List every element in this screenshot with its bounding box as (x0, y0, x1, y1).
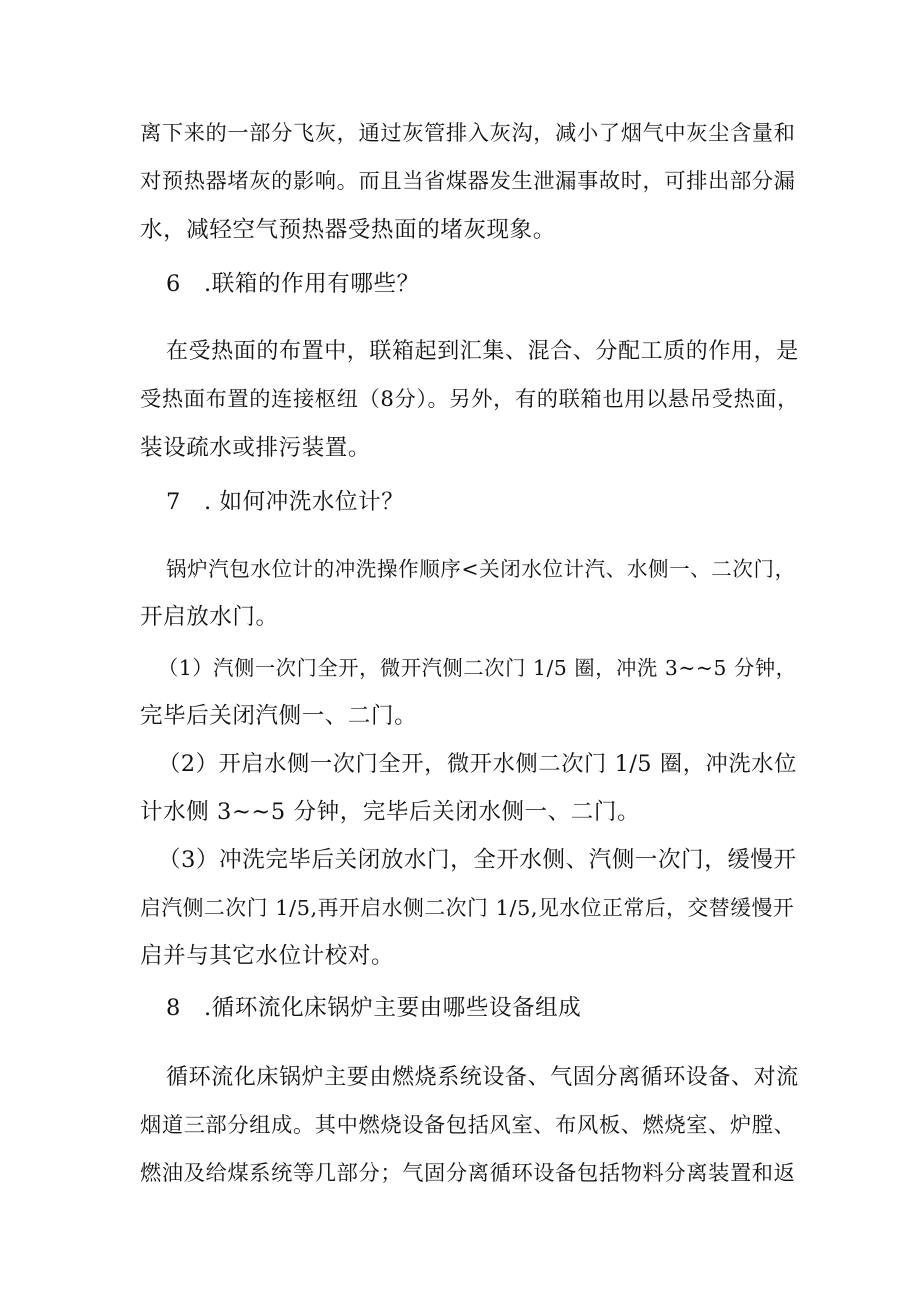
step-line: 完毕后关闭汽侧一、二门。 (140, 703, 418, 729)
body-line: 装设疏水或排污装置。 (140, 435, 372, 461)
body-line: 受热面布置的连接枢纽（8分）。另外，有的联箱也用以悬吊受热面， (140, 387, 799, 412)
body-line: 水，减轻空气预热器受热面的堵灰现象。 (140, 217, 556, 243)
body-line: 在受热面的布置中，联箱起到汇集、混合、分配工质的作用，是 (166, 339, 799, 364)
body-line: 对预热器堵灰的影响。而且当省煤器发生泄漏事故时，可排出部分漏 (140, 169, 796, 194)
body-line: 燃油及给煤系统等几部分；气固分离循环设备包括物料分离装置和返 (140, 1161, 796, 1186)
step-line: （3）冲洗完毕后关闭放水门，全开水侧、汽侧一次门，缓慢开 (158, 847, 797, 873)
body-line: 循环流化床锅炉主要由燃烧系统设备、气固分离循环设备、对流 (166, 1065, 799, 1090)
step-line: （2）开启水侧一次门全开，微开水侧二次门 1/5 圈，冲洗水位 (158, 751, 797, 777)
step-line: 启汽侧二次门 1/5,再开启水侧二次门 1/5,见水位正常后，交替缓慢开 (140, 896, 795, 920)
step-line: 计水侧 3~~5 分钟，完毕后关闭水侧一、二门。 (140, 799, 641, 825)
question-heading: 6 .联箱的作用有哪些？ (166, 271, 420, 297)
question-heading: 7 . 如何冲洗水位计？ (166, 489, 405, 515)
body-line: 离下来的一部分飞灰，通过灰管排入灰沟，减小了烟气中灰尘含量和 (140, 121, 796, 146)
body-line: 锅炉汽包水位计的冲洗操作顺序<关闭水位计汽、水侧一、二次门， (166, 557, 796, 581)
body-line: 烟道三部分组成。其中燃烧设备包括风室、布风板、燃烧室、炉膛、 (140, 1113, 796, 1138)
question-heading: 8 .循环流化床锅炉主要由哪些设备组成 (166, 995, 582, 1021)
step-line: （1）汽侧一次门全开，微开汽侧二次门 1/5 圈，冲洗 3~~5 分钟， (158, 656, 797, 680)
body-line: 开启放水门。 (140, 604, 279, 630)
step-line: 启并与其它水位计校对。 (140, 943, 395, 969)
